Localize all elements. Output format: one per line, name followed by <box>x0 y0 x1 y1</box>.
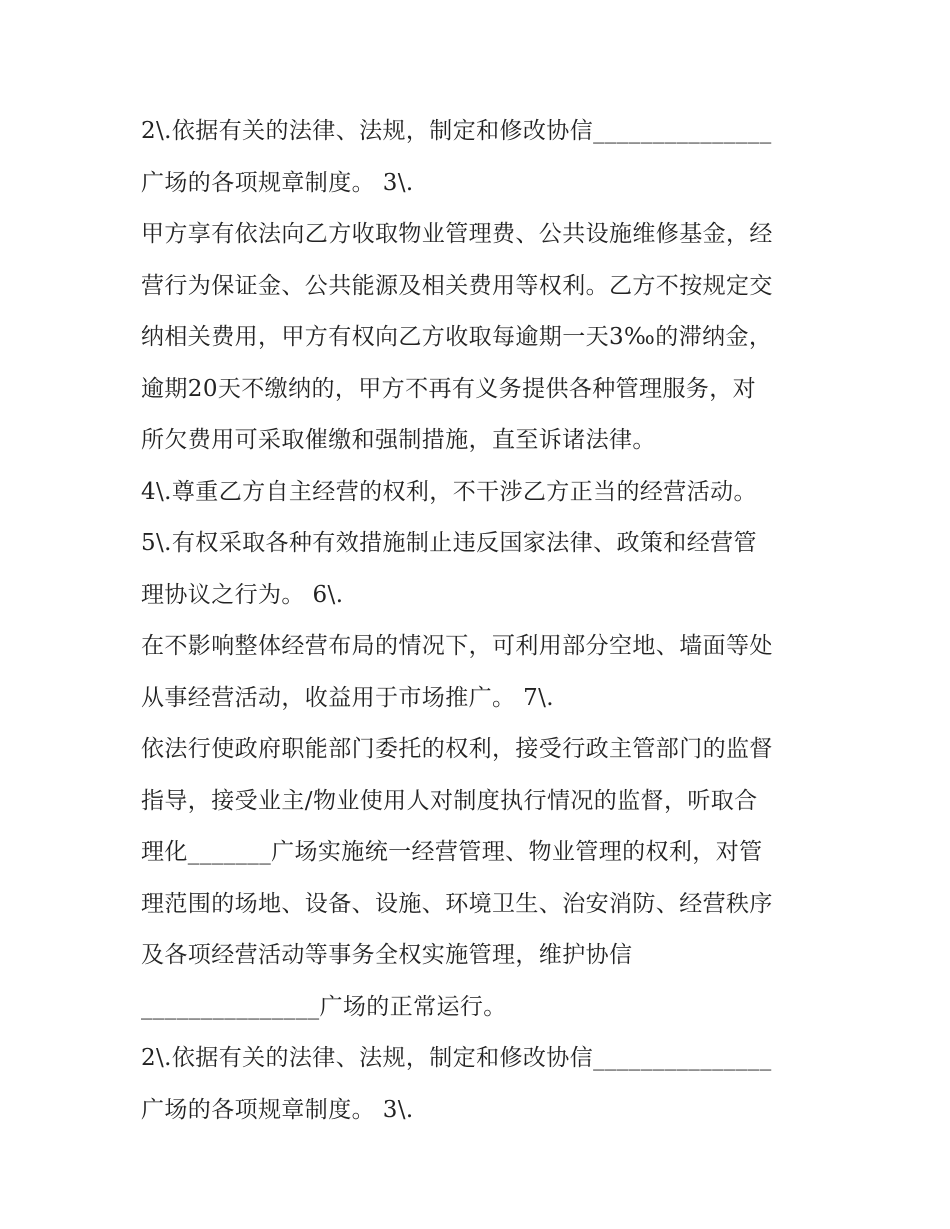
document-text <box>141 106 821 1136</box>
text-line: 理协议之行为。 6\. <box>141 581 344 608</box>
text-line: 甲方享有依法向乙方收取物业管理费、公共设施维修基金，经 <box>141 221 773 247</box>
text-line: 纳相关费用，甲方有权向乙方收取每逾期一天3‰的滞纳金， <box>141 324 773 350</box>
text-line: 及各项经营活动等事务全权实施管理，维护协信 <box>141 942 633 968</box>
text-line: 2\.依据有关的法律、法规，制定和修改协信_______________ <box>141 118 772 144</box>
text-line: 在不影响整体经营布局的情况下，可利用部分空地、墙面等处 <box>141 633 773 659</box>
text-line: 所欠费用可采取催缴和强制措施，直至诉诸法律。 <box>141 427 656 453</box>
text-line: 4\.尊重乙方自主经营的权利，不干涉乙方正当的经营活动。 <box>141 478 757 505</box>
text-line: 广场的各项规章制度。 3\. <box>141 1096 414 1123</box>
text-line: 营行为保证金、公共能源及相关费用等权利。乙方不按规定交 <box>141 272 773 299</box>
text-line: 2\.依据有关的法律、法规，制定和修改协信_______________ <box>141 1045 772 1071</box>
text-line: 理范围的场地、设备、设施、环境卫生、治安消防、经营秩序 <box>141 890 773 917</box>
text-line: _______________广场的正常运行。 <box>141 993 507 1020</box>
text-line: 广场的各项规章制度。 3\. <box>141 169 414 196</box>
text-line: 5\.有权采取各种有效措施制止违反国家法律、政策和经营管 <box>141 530 757 556</box>
text-line: 从事经营活动，收益用于市场推广。 7\. <box>141 684 555 711</box>
text-line: 依法行使政府职能部门委托的权利，接受行政主管部门的监督 <box>141 736 773 762</box>
text-line: 指导，接受业主/物业使用人对制度执行情况的监督，听取合 <box>141 787 758 814</box>
text-line: 理化_______广场实施统一经营管理、物业管理的权利，对管 <box>141 839 763 865</box>
text-line: 逾期20天不缴纳的，甲方不再有义务提供各种管理服务，对 <box>141 375 757 402</box>
